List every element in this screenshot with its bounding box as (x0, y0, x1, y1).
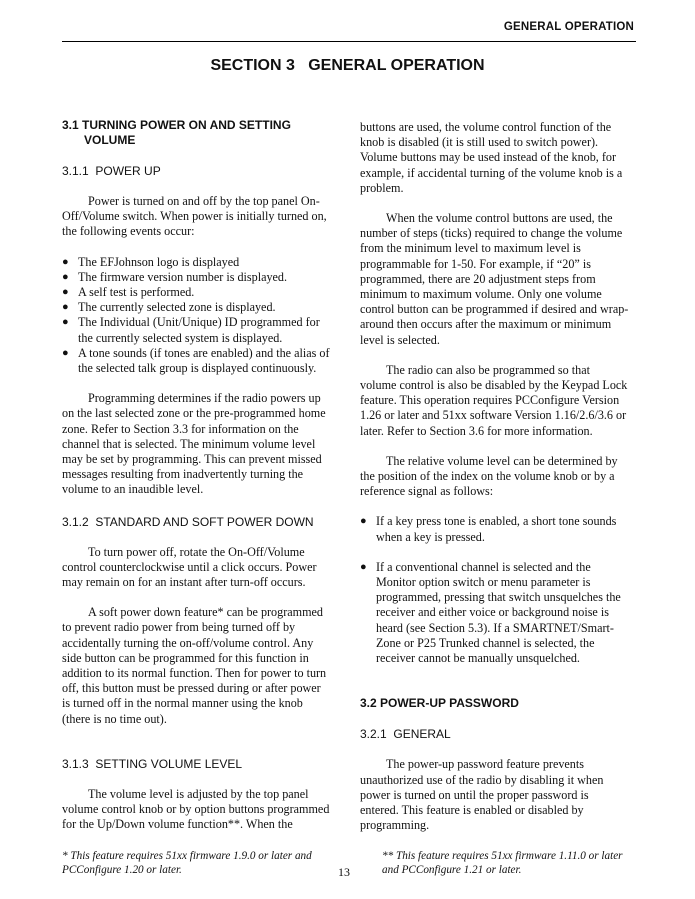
power-up-events-list (62, 255, 331, 377)
header-title: GENERAL OPERATION (503, 21, 634, 33)
running-header (62, 21, 636, 42)
bullet-icon: ● (62, 255, 69, 268)
paragraph: A soft power down feature* can be programmed to prevent radio power from being turned off by accidentally turning the on-off/volume control. Any side button can be programmed for this function in addition to its normal function. Then for power to turn off, this button must be pressed during or after power is turned off in the normal manner using the knob (there is no time out). (62, 605, 327, 726)
bullet-icon: ● (62, 301, 69, 314)
paragraph: The power-up password feature prevents unauthorized use of the radio by disabling it when power is turned on until the proper password is entered. This feature is enabled or disabled by programming. (360, 757, 604, 833)
list-item: ● A self test is performed. (62, 285, 195, 300)
heading-3-1-1: 3.1.1 POWER UP (62, 164, 161, 178)
bullet-icon: ● (360, 515, 367, 528)
left-column (62, 118, 331, 833)
heading-3-1-3: 3.1.3 SETTING VOLUME LEVEL (62, 756, 243, 771)
paragraph: Programming determines if the radio powers up on the last selected zone or the pre-programmed home zone. Refer to Section 3.3 for information on the channel that is selected. The minimum volume level may be set by programming. This can prevent missed messages resulting from inadvertently turning the volume to an inaudible level. (62, 391, 326, 497)
paragraph: To turn power off, rotate the On-Off/Volume control counterclockwise until a click occurs. Power may remain on for an instant after turn-off occurs. (62, 544, 317, 590)
paragraph: When the volume control buttons are used, the number of steps (ticks) required to change the volume from the minimum level to maximum level is programmable for 1-50. For example, if “20” is programmed, there are 20 adjustment steps from minimum to maximum volume. Only one volume control button can be programmed if desired and wrap-around then occurs after the maximum or minimum level is selected. (360, 211, 629, 347)
heading-3-1: 3.1 TURNING POWER ON AND SETTING VOLUME (62, 118, 291, 147)
bullet-icon: ● (62, 316, 69, 329)
reference-signal-list (360, 514, 629, 666)
bullet-icon: ● (360, 560, 367, 573)
right-column (360, 120, 629, 833)
paragraph: buttons are used, the volume control function of the knob is disabled (it is still used to switch power). Volume buttons may be used instead of the knob, for example, if accidental turning of the volume knob is a problem. (360, 120, 623, 195)
heading-3-2: 3.2 POWER-UP PASSWORD (360, 696, 519, 711)
bullet-icon: ● (62, 270, 69, 283)
heading-3-2-1: 3.2.1 GENERAL (360, 727, 451, 742)
paragraph: The relative volume level can be determined by the position of the index on the volume knob or by a reference signal as follows: (360, 453, 618, 499)
section-title: SECTION 3 GENERAL OPERATION (210, 57, 485, 74)
heading-3-1-2: 3.1.2 STANDARD AND SOFT POWER DOWN (62, 514, 314, 529)
paragraph: The radio can also be programmed so that volume control is also be disabled by the Keypad Lock feature. This operation requires PCConfigure Version 1.26 or later and 51xx software Version 1.16/2.6/3.6 or later. Refer to Section 3.6 for more information. (360, 362, 628, 438)
list-item: ● The firmware version number is displayed. (62, 269, 288, 284)
list-item: ● If a conventional channel is selected and the Monitor option switch or menu parameter is programmed, pressing that switch unsquelches the receiver and either voice or background noise is heard (see Section 5.3). If a SMARTNET/Smart-Zone or P25 Trunked channel is selected, the receiver cannot be manually unsquelched. (360, 559, 621, 666)
paragraph: Power is turned on and off by the top panel On-Off/Volume switch. When power is initially turned on, the following events occur: (62, 194, 327, 239)
bullet-icon: ● (62, 286, 69, 299)
bullet-icon: ● (62, 346, 69, 359)
footnote-right: ** This feature requires 51xx firmware 1.11.0 or later and PCConfigure 1.21 or later. (382, 850, 623, 876)
list-item: ● The currently selected zone is displayed. (62, 300, 276, 315)
footnote-left: * This feature requires 51xx firmware 1.9.0 or later and PCConfigure 1.20 or later. (62, 850, 312, 876)
paragraph: The volume level is adjusted by the top panel volume control knob or by option buttons programmed for the Up/Down volume function**. When the (62, 786, 330, 832)
list-item: ● If a key press tone is enabled, a short tone sounds when a key is pressed. (360, 514, 617, 544)
list-item: ● A tone sounds (if tones are enabled) and the alias of the selected talk group is displayed continuously. (62, 345, 330, 376)
page-number: 13 (338, 865, 350, 879)
list-item: ● The Individual (Unit/Unique) ID programmed for the currently selected system is displayed. (62, 315, 320, 345)
list-item: ● The EFJohnson logo is displayed (62, 254, 240, 269)
